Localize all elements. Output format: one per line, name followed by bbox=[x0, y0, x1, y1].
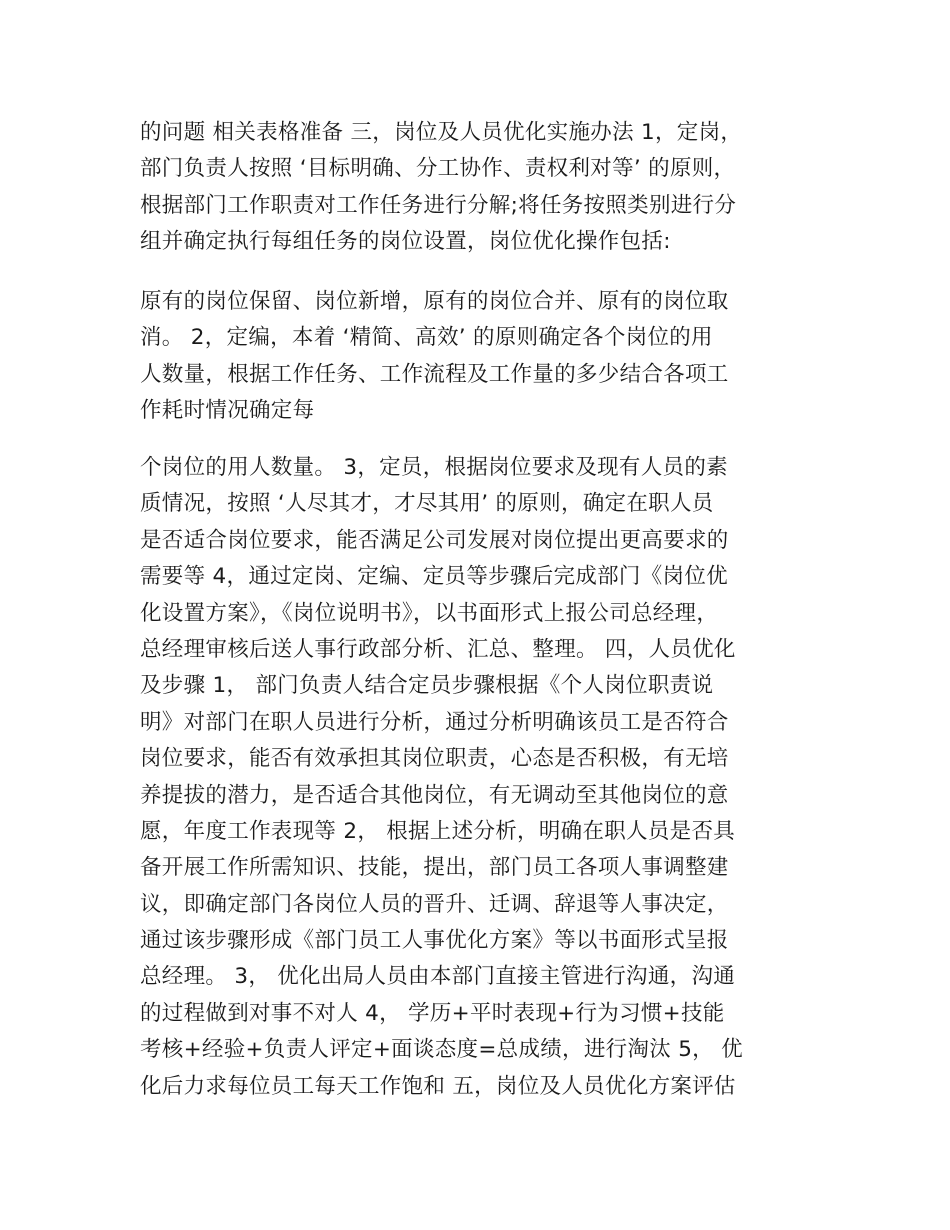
text-line: 愿，年度工作表现等 2， 根据上述分析，明确在职人员是否具 bbox=[140, 818, 736, 844]
text-line: 化后力求每位员工每天工作饱和 五，岗位及人员优化方案评估 bbox=[140, 1073, 736, 1099]
text-line: 质情况，按照 ‘人尽其才，才尽其用’ 的原则，确定在职人员 bbox=[140, 491, 714, 517]
text-line: 根据部门工作职责对工作任务进行分解;将任务按照类别进行分 bbox=[140, 192, 737, 218]
text-line: 作耗时情况确定每 bbox=[140, 398, 315, 424]
paragraph-1 bbox=[140, 115, 820, 261]
text-line: 人数量，根据工作任务、工作流程及工作量的多少结合各项工 bbox=[140, 361, 729, 387]
text-line: 明》对部门在职人员进行分析，通过分析明确该员工是否符合 bbox=[140, 709, 729, 735]
text-line: 化设置方案》，《岗位说明书》，以书面形式上报公司总经理， bbox=[140, 600, 719, 626]
text-line: 总经理审核后送人事行政部分析、汇总、整理。 四，人员优化 bbox=[140, 636, 736, 662]
text-line: 消。 2，定编，本着 ‘精简、高效’ 的原则确定各个岗位的用 bbox=[140, 325, 713, 351]
text-line: 是否适合岗位要求，能否满足公司发展对岗位提出更高要求的 bbox=[140, 527, 729, 553]
text-line: 个岗位的用人数量。 3，定员，根据岗位要求及现有人员的素 bbox=[140, 455, 728, 480]
text-line: 组并确定执行每组任务的岗位设置，岗位优化操作包括: bbox=[140, 229, 671, 255]
text-line: 的过程做到对事不对人 4， 学历+平时表现+行为习惯+技能 bbox=[140, 1000, 725, 1026]
text-line: 通过该步骤形成《部门员工人事优化方案》等以书面形式呈报 bbox=[140, 928, 729, 954]
text-line: 考核+经验+负责人评定+面谈态度=总成绩，进行淘汰 5， 优 bbox=[140, 1037, 743, 1063]
text-line: 需要等 4，通过定岗、定编、定员等步骤后完成部门《岗位优 bbox=[140, 564, 728, 590]
text-line: 总经理。 3， 优化出局人员由本部门直接主管进行沟通，沟通 bbox=[140, 964, 736, 990]
text-line: 岗位要求，能否有效承担其岗位职责，心态是否积极，有无培 bbox=[140, 746, 729, 772]
text-line: 及步骤 1， 部门负责人结合定员步骤根据《个人岗位职责说 bbox=[140, 673, 714, 699]
text-line: 养提拔的潜力，是否适合其他岗位，有无调动至其他岗位的意 bbox=[140, 782, 729, 808]
paragraph-3 bbox=[140, 450, 820, 1105]
text-line: 部门负责人按照 ‘目标明确、分工协作、责权利对等’ 的原则， bbox=[140, 156, 736, 182]
text-line: 议，即确定部门各岗位人员的晋升、迁调、辞退等人事决定， bbox=[140, 891, 729, 917]
paragraph-2 bbox=[140, 284, 820, 430]
text-line: 原有的岗位保留、岗位新增，原有的岗位合并、原有的岗位取 bbox=[140, 289, 729, 314]
text-line: 备开展工作所需知识、技能，提出，部门员工各项人事调整建 bbox=[140, 855, 729, 881]
text-line: 的问题 相关表格准备 三，岗位及人员优化实施办法 1，定岗， bbox=[140, 120, 743, 145]
